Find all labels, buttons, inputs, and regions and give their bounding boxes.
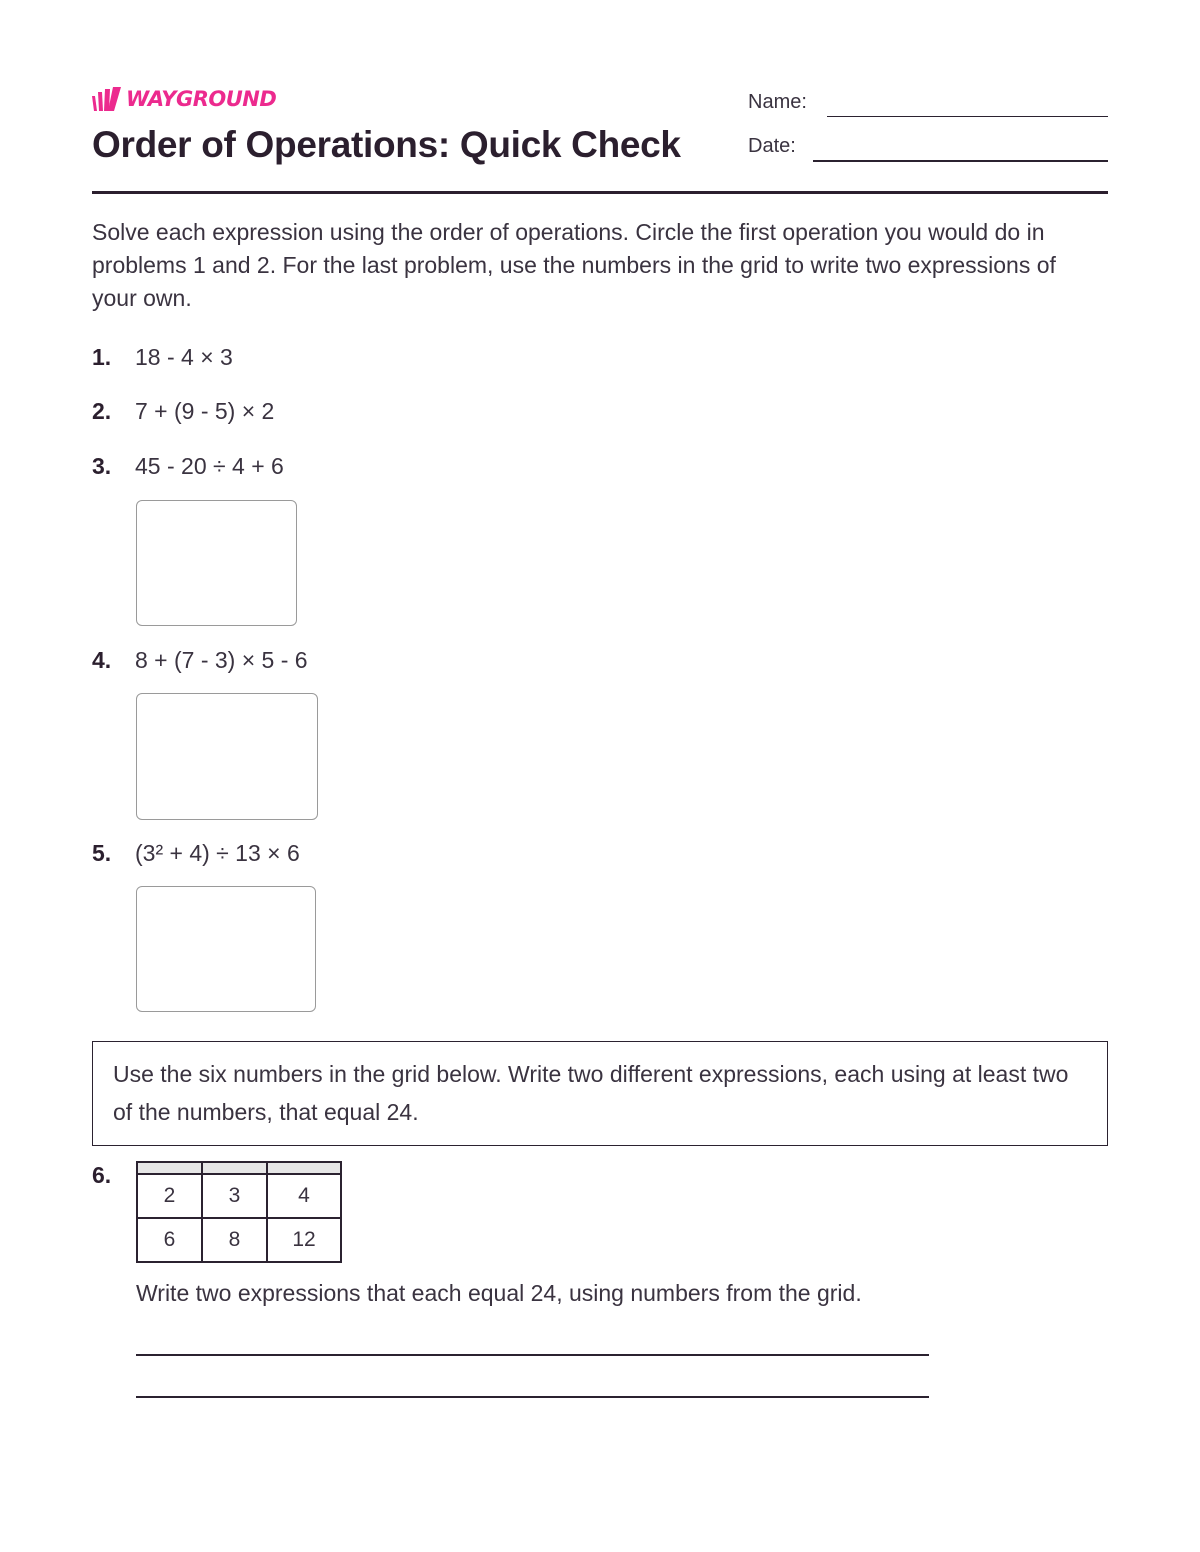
answer-line-2[interactable]: [136, 1396, 929, 1398]
problem-expression: 45 - 20 ÷ 4 + 6: [135, 453, 284, 479]
grid-cell: 6: [137, 1218, 202, 1262]
grid-header-cell: [137, 1162, 202, 1174]
answer-box-3[interactable]: [136, 500, 297, 626]
answer-box-5[interactable]: [136, 886, 316, 1012]
header-divider: [92, 191, 1108, 194]
problem-6-prompt: Write two expressions that each equal 24, using numbers from the grid.: [136, 1280, 862, 1306]
name-label: Name:: [748, 91, 807, 113]
grid-header-cell: [202, 1162, 267, 1174]
grid-cell: 2: [137, 1174, 202, 1218]
answer-box-4[interactable]: [136, 693, 318, 820]
problem-number: 6.: [92, 1162, 112, 1188]
problem-2: [92, 398, 274, 425]
number-grid: [136, 1161, 342, 1263]
grid-cell: 12: [267, 1218, 341, 1262]
problem-number: 5.: [92, 840, 112, 866]
problem-number: 3.: [92, 453, 112, 479]
grid-row: [137, 1218, 341, 1262]
problem-expression: 18 - 4 × 3: [135, 344, 233, 370]
page-title: Order of Operations: Quick Check: [92, 124, 681, 165]
name-field[interactable]: [827, 116, 1108, 117]
task-instructions-box: [92, 1041, 1108, 1146]
grid-cell: 4: [267, 1174, 341, 1218]
grid-header-row: [137, 1162, 341, 1174]
date-field[interactable]: [813, 160, 1108, 162]
problem-3: [92, 453, 284, 480]
date-label: Date:: [748, 135, 796, 157]
problem-number: 4.: [92, 647, 112, 673]
brand-logo: [92, 86, 276, 112]
problem-expression: 8 + (7 - 3) × 5 - 6: [135, 647, 308, 673]
instructions: Solve each expression using the order of operations. Circle the first operation you would do in problems 1 and 2. For the last problem, use the numbers in the grid to write two expressions of your own.: [92, 219, 1056, 311]
problem-1: [92, 344, 233, 371]
task-text: Use the six numbers in the grid below. Write two different expressions, each using at least two of the numbers, that equal 24.: [113, 1061, 1069, 1125]
problem-expression: (3² + 4) ÷ 13 × 6: [135, 840, 300, 866]
problem-expression: 7 + (9 - 5) × 2: [135, 398, 275, 424]
problem-number: 2.: [92, 398, 112, 424]
wayground-logo-icon: [92, 87, 122, 111]
grid-row: [137, 1174, 341, 1218]
brand-name: WAYGROUND: [126, 87, 277, 111]
grid-cell: 3: [202, 1174, 267, 1218]
grid-header-cell: [267, 1162, 341, 1174]
problem-5: [92, 840, 300, 867]
answer-line-1[interactable]: [136, 1354, 929, 1356]
problem-number: 1.: [92, 344, 112, 370]
problem-6: [92, 1162, 135, 1189]
grid-cell: 8: [202, 1218, 267, 1262]
problem-4: [92, 647, 308, 674]
